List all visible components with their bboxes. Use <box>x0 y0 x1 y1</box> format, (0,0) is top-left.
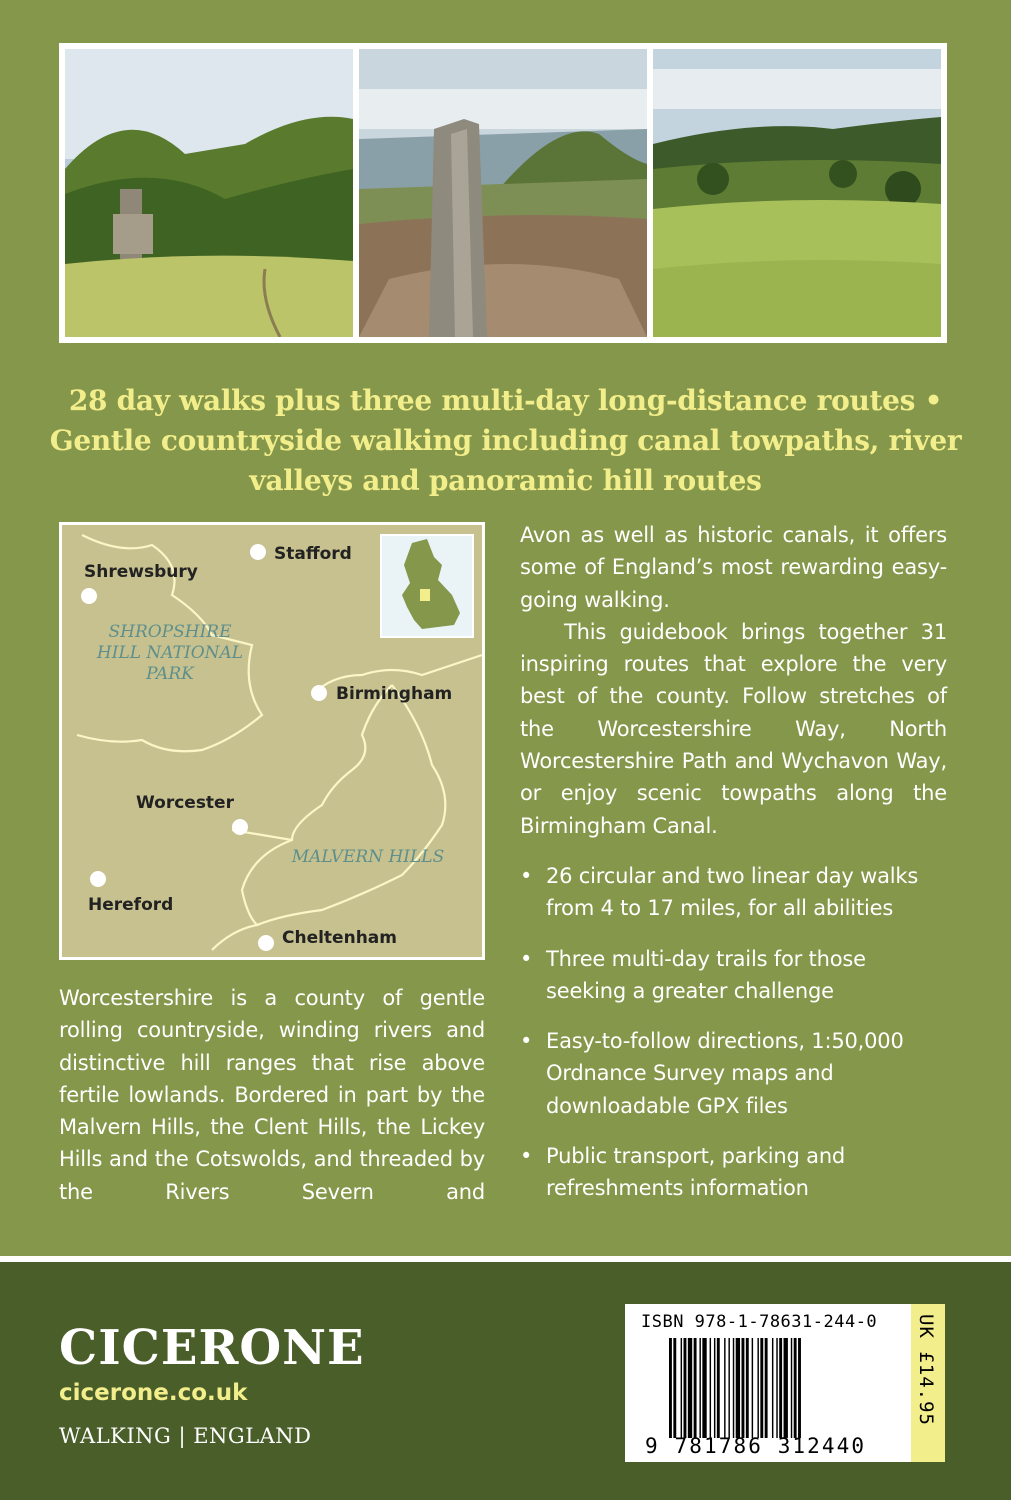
barcode-bar <box>733 1338 734 1438</box>
barcode-bar <box>784 1338 788 1438</box>
feature-item <box>520 860 947 925</box>
price-tag <box>911 1304 945 1462</box>
town-dot <box>311 685 327 701</box>
town-dot <box>81 588 97 604</box>
barcode-bar <box>736 1338 740 1438</box>
feature-text: 26 circular and two linear day walks from 4 to 17 miles, for all abilities <box>546 863 919 921</box>
barcode-bar <box>717 1338 720 1438</box>
trig-point-photo <box>359 49 647 337</box>
barcode-bar <box>742 1338 745 1438</box>
bullet-icon: • <box>520 1144 533 1169</box>
price-label: UK £14.95 <box>915 1314 937 1426</box>
cicerone-logo: CICERONE <box>59 1320 365 1376</box>
barcode-bar <box>760 1338 763 1438</box>
barcode-bar <box>798 1338 801 1438</box>
region-marker <box>420 589 430 601</box>
barcode-bar <box>746 1338 749 1438</box>
town-dot <box>232 819 248 835</box>
town-dot <box>250 544 266 560</box>
barcode-bars <box>669 1338 881 1438</box>
feature-item <box>520 1025 947 1122</box>
headline-tagline: 28 day walks plus three multi-day long-distance routes • Gentle countryside walking including canal towpaths, river valleys and panoramic hill routes <box>49 384 962 497</box>
barcode-bar <box>791 1338 792 1438</box>
barcode-bar <box>765 1338 768 1438</box>
barcode-bar <box>794 1338 797 1438</box>
feature-item <box>520 1140 947 1205</box>
barcode-bar <box>779 1338 782 1438</box>
isbn-label: ISBN 978-1-78631-244-0 <box>641 1312 878 1332</box>
county-boundary-south <box>212 685 392 950</box>
town-label-birmingham: Birmingham <box>336 684 453 704</box>
barcode-bar <box>694 1338 697 1438</box>
feature-list <box>520 860 947 1205</box>
barcode-bar <box>669 1338 672 1438</box>
route-map <box>59 522 485 960</box>
bullet-icon: • <box>520 863 533 888</box>
barcode-bar <box>757 1338 758 1438</box>
intro-text-left: Worcestershire is a county of gentle rolling countryside, winding rivers and distinctive hill ranges that rise above fertile lowlands. Bordered in part by the Malvern Hills, the Clent Hills, the Lickey Hills and the Cotswolds, and threaded by the Rivers Severn and <box>59 986 485 1204</box>
town-label-worcester: Worcester <box>136 793 234 813</box>
area-label-malvern: MALVERN HILLS <box>291 847 445 867</box>
intro-text-right <box>520 519 947 1223</box>
feature-text: Three multi-day trails for those seeking a greater challenge <box>546 946 866 1003</box>
rolling-meadow-photo <box>653 49 941 337</box>
town-label-cheltenham: Cheltenham <box>282 928 397 948</box>
barcode-bar <box>728 1338 729 1438</box>
town-label-hereford: Hereford <box>88 895 174 915</box>
area-label-shropshire-1: SHROPSHIRE <box>108 622 232 642</box>
barcode-digits: 9 781786 312440 <box>645 1434 867 1458</box>
photo-strip <box>59 43 947 343</box>
bullet-icon: • <box>520 946 533 971</box>
barcode-bar <box>776 1338 777 1438</box>
barcode-bar <box>699 1338 700 1438</box>
category-label: WALKING | ENGLAND <box>59 1424 312 1448</box>
malvern-boundary <box>257 685 445 925</box>
barcode-bar <box>684 1338 687 1438</box>
bullet-icon: • <box>520 1029 533 1054</box>
barcode-bar <box>714 1338 715 1438</box>
barcode-bar <box>752 1338 753 1438</box>
barcode-bar <box>772 1338 773 1438</box>
feature-text: Public transport, parking and refreshments information <box>546 1144 846 1201</box>
barcode-bar <box>688 1338 692 1438</box>
footer-band <box>0 1256 1011 1500</box>
barcode-bar <box>710 1338 711 1438</box>
barcode-bar <box>681 1338 682 1438</box>
barcode <box>625 1304 911 1462</box>
barcode-bar <box>702 1338 706 1438</box>
area-label-shropshire-2: HILL NATIONAL <box>96 643 244 663</box>
barcode-bar <box>724 1338 725 1438</box>
feature-item <box>520 943 947 1008</box>
town-label-shrewsbury: Shrewsbury <box>84 562 198 582</box>
feature-text: Easy-to-follow directions, 1:50,000 Ordnance Survey maps and downloadable GPX files <box>546 1029 904 1118</box>
publisher-url[interactable]: cicerone.co.uk <box>59 1380 248 1406</box>
area-label-shropshire-3: PARK <box>146 664 194 684</box>
intro-paragraph-second: This guidebook brings together 31 inspiring routes that explore the very best of the county. Follow stretches of the Worcestershire Way, North Worcestershire Path and Wychavon Way, or enjoy scenic towpaths along the Birmingham Canal. <box>520 619 947 838</box>
barcode-bar <box>673 1338 676 1438</box>
town-label-stafford: Stafford <box>274 544 352 564</box>
malvern-hills-church-photo <box>65 49 353 337</box>
town-dot <box>90 871 106 887</box>
town-dot <box>258 935 274 951</box>
intro-paragraph-continued: Avon as well as historic canals, it offers some of England’s most rewarding easy-going walking. <box>520 523 947 612</box>
